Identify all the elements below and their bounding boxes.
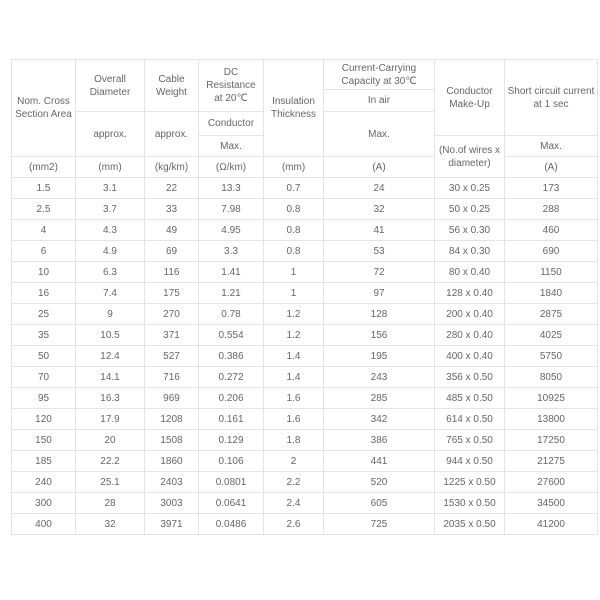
table-cell: 1.2 [264,325,324,346]
table-cell: 1.4 [264,367,324,388]
table-cell: 1860 [145,451,199,472]
table-cell: 270 [145,304,199,325]
table-cell: 288 [505,199,598,220]
unit-a-short-circuit: (A) [505,157,598,178]
table-cell: 34500 [505,493,598,514]
table-row [12,346,598,367]
table-cell: 1840 [505,283,598,304]
table-cell: 3971 [145,514,199,535]
table-cell: 128 x 0.40 [435,283,505,304]
table-cell: 0.0486 [199,514,264,535]
table-cell: 17.9 [76,409,145,430]
table-cell: 13800 [505,409,598,430]
table-cell: 30 x 0.25 [435,178,505,199]
table-cell: 14.1 [76,367,145,388]
table-cell: 95 [12,388,76,409]
header-short-circuit-current: Short circuit current at 1 sec [505,60,598,136]
table-cell: 3.1 [76,178,145,199]
table-cell: 4.9 [76,241,145,262]
table-row [12,472,598,493]
header-conductor-make-up: Conductor Make-Up [435,60,505,136]
table-cell: 128 [324,304,435,325]
table-cell: 0.386 [199,346,264,367]
table-cell: 969 [145,388,199,409]
table-cell: 371 [145,325,199,346]
table-cell: 0.554 [199,325,264,346]
table-cell: 280 x 0.40 [435,325,505,346]
table-cell: 356 x 0.50 [435,367,505,388]
table-cell: 2.6 [264,514,324,535]
table-cell: 9 [76,304,145,325]
table-cell: 80 x 0.40 [435,262,505,283]
table-cell: 342 [324,409,435,430]
table-body [12,178,598,535]
table-cell: 1 [264,283,324,304]
table-cell: 7.98 [199,199,264,220]
unit-a-capacity: (A) [324,157,435,178]
header-capacity-max: Max. [324,112,435,157]
table-cell: 6 [12,241,76,262]
table-cell: 0.78 [199,304,264,325]
table-cell: 120 [12,409,76,430]
table-row [12,451,598,472]
table-cell: 2403 [145,472,199,493]
header-short-circuit-max: Max. [505,136,598,157]
table-cell: 765 x 0.50 [435,430,505,451]
table-cell: 1150 [505,262,598,283]
table-cell: 1225 x 0.50 [435,472,505,493]
table-cell: 72 [324,262,435,283]
table-cell: 0.8 [264,220,324,241]
header-dc-resistance: DC Resistance at 20℃ [199,60,264,112]
table-cell: 56 x 0.30 [435,220,505,241]
table-cell: 2.4 [264,493,324,514]
table-cell: 520 [324,472,435,493]
table-cell: 0.0641 [199,493,264,514]
table-cell: 49 [145,220,199,241]
table-cell: 21275 [505,451,598,472]
table-cell: 690 [505,241,598,262]
table-cell: 185 [12,451,76,472]
table-cell: 4.95 [199,220,264,241]
table-cell: 4025 [505,325,598,346]
table-cell: 24 [324,178,435,199]
table-cell: 4 [12,220,76,241]
unit-mm-insulation: (mm) [264,157,324,178]
table-cell: 22.2 [76,451,145,472]
table-cell: 4.3 [76,220,145,241]
table-cell: 173 [505,178,598,199]
table-cell: 0.206 [199,388,264,409]
table-cell: 200 x 0.40 [435,304,505,325]
table-cell: 716 [145,367,199,388]
table-cell: 605 [324,493,435,514]
header-overall-diameter: Overall Diameter [76,60,145,112]
table-cell: 8050 [505,367,598,388]
table-row [12,409,598,430]
table-cell: 1.6 [264,409,324,430]
table-header [12,60,598,178]
table-cell: 53 [324,241,435,262]
table-row [12,430,598,451]
table-cell: 41200 [505,514,598,535]
table-cell: 441 [324,451,435,472]
table-cell: 400 [12,514,76,535]
table-cell: 1.8 [264,430,324,451]
table-cell: 1508 [145,430,199,451]
table-cell: 944 x 0.50 [435,451,505,472]
table-cell: 10925 [505,388,598,409]
table-cell: 17250 [505,430,598,451]
cable-spec-table [11,59,598,535]
table-cell: 0.8 [264,199,324,220]
header-current-carrying-capacity: Current-Carrying Capacity at 30℃ [324,60,435,90]
table-cell: 12.4 [76,346,145,367]
table-cell: 5750 [505,346,598,367]
header-make-up-detail: (No.of wires x diameter) [435,136,505,178]
table-row [12,178,598,199]
table-cell: 84 x 0.30 [435,241,505,262]
table-cell: 0.7 [264,178,324,199]
table-cell: 0.161 [199,409,264,430]
table-cell: 70 [12,367,76,388]
table-cell: 527 [145,346,199,367]
table-cell: 3.7 [76,199,145,220]
table-cell: 50 [12,346,76,367]
table-row [12,304,598,325]
table-cell: 7.4 [76,283,145,304]
header-insulation-thickness: Insulation Thickness [264,60,324,157]
unit-kg-km: (kg/km) [145,157,199,178]
header-conductor: Conductor [199,112,264,136]
table-cell: 32 [76,514,145,535]
table-cell: 1.5 [12,178,76,199]
table-cell: 16.3 [76,388,145,409]
header-nom-cross-section-area: Nom. Cross Section Area [12,60,76,157]
table-cell: 20 [76,430,145,451]
table-cell: 175 [145,283,199,304]
table-cell: 156 [324,325,435,346]
header-units-row [12,157,598,178]
table-cell: 614 x 0.50 [435,409,505,430]
table-row [12,325,598,346]
table-cell: 243 [324,367,435,388]
table-row [12,241,598,262]
table-row [12,262,598,283]
table-cell: 2.2 [264,472,324,493]
table-cell: 10.5 [76,325,145,346]
table-cell: 400 x 0.40 [435,346,505,367]
table-cell: 50 x 0.25 [435,199,505,220]
table-cell: 3.3 [199,241,264,262]
header-diameter-approx: approx. [76,112,145,157]
table-cell: 27600 [505,472,598,493]
table-cell: 1 [264,262,324,283]
table-row [12,388,598,409]
table-cell: 485 x 0.50 [435,388,505,409]
table-cell: 16 [12,283,76,304]
table-row [12,514,598,535]
table-row [12,220,598,241]
table-cell: 25.1 [76,472,145,493]
unit-mm2: (mm2) [12,157,76,178]
table-row [12,199,598,220]
header-resistance-max: Max. [199,136,264,157]
table-row [12,367,598,388]
table-cell: 6.3 [76,262,145,283]
table-cell: 33 [145,199,199,220]
table-cell: 97 [324,283,435,304]
unit-mm-diameter: (mm) [76,157,145,178]
table-cell: 240 [12,472,76,493]
header-cable-weight: Cable Weight [145,60,199,112]
header-weight-approx: approx. [145,112,199,157]
table-cell: 725 [324,514,435,535]
table-cell: 41 [324,220,435,241]
table-cell: 300 [12,493,76,514]
table-cell: 69 [145,241,199,262]
table-cell: 2 [264,451,324,472]
header-in-air: In air [324,90,435,112]
table-cell: 150 [12,430,76,451]
table-cell: 460 [505,220,598,241]
table-cell: 116 [145,262,199,283]
table-cell: 0.272 [199,367,264,388]
table-row [12,283,598,304]
table-cell: 2.5 [12,199,76,220]
table-cell: 28 [76,493,145,514]
table-cell: 1.6 [264,388,324,409]
header-row-1 [12,60,598,90]
table-cell: 1.21 [199,283,264,304]
table-cell: 35 [12,325,76,346]
table-cell: 1.4 [264,346,324,367]
table-cell: 195 [324,346,435,367]
table-cell: 0.8 [264,241,324,262]
table-cell: 13.3 [199,178,264,199]
table-cell: 285 [324,388,435,409]
table-cell: 2035 x 0.50 [435,514,505,535]
table-cell: 1530 x 0.50 [435,493,505,514]
table-cell: 0.0801 [199,472,264,493]
table-cell: 25 [12,304,76,325]
table-cell: 386 [324,430,435,451]
table-cell: 1.2 [264,304,324,325]
table-cell: 1.41 [199,262,264,283]
unit-ohm-km: (Ω/km) [199,157,264,178]
table-cell: 3003 [145,493,199,514]
table-cell: 32 [324,199,435,220]
table-cell: 0.129 [199,430,264,451]
table-cell: 1208 [145,409,199,430]
table-row [12,493,598,514]
table-cell: 0.106 [199,451,264,472]
table-cell: 10 [12,262,76,283]
table-cell: 2875 [505,304,598,325]
table-cell: 22 [145,178,199,199]
